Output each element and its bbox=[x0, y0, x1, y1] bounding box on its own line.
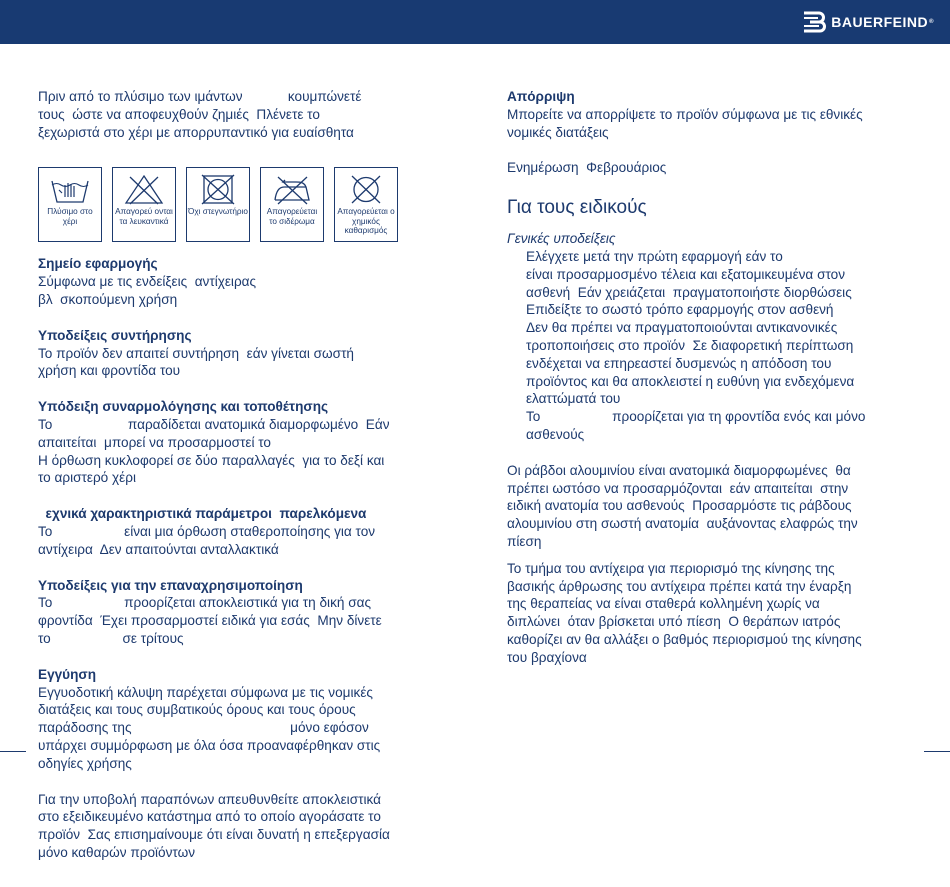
section-line: Εγγυοδοτική κάλυψη παρέχεται σύμφωνα με τις νομικές bbox=[38, 684, 373, 700]
disposal-line: Μπορείτε να απορρίψετε το προϊόν σύμφωνα με τις εθνικές bbox=[507, 106, 863, 122]
section-disposal bbox=[507, 88, 919, 141]
closing-line: μόνο καθαρών προϊόντων bbox=[38, 844, 195, 860]
general-line: Επιδείξτε το σωστό τρόπο εφαρμογής στον ασθενή bbox=[526, 302, 834, 318]
care-icons-row bbox=[38, 167, 448, 242]
care-label: Πλύσιμο στο χέρι bbox=[47, 207, 93, 226]
closing-line: στο εξειδικευμένο κατάστημα από το οποίο αγοράσατε το bbox=[38, 809, 381, 825]
intro-line: τους ώστε να αποφευχθούν ζημιές Πλένετε το bbox=[38, 106, 320, 122]
section-heading: Υπόδειξη συναρμολόγησης και τοποθέτησης bbox=[38, 399, 329, 415]
general-notes bbox=[507, 230, 919, 444]
intro-paragraph bbox=[38, 88, 448, 141]
section-assembly bbox=[38, 398, 448, 487]
general-line: τροποποιήσεις στο προϊόν Σε διαφορετική περίπτωση bbox=[526, 337, 854, 353]
brand-name: BAUERFEIND bbox=[831, 14, 929, 30]
para-line: αλουμινίου στη σωστή ανατομία αυξάνοντας ελαφρώς την bbox=[507, 516, 858, 532]
no-dry-clean-icon bbox=[344, 173, 388, 205]
no-bleach-icon bbox=[122, 173, 166, 205]
general-line: είναι προσαρμοσμένο τέλεια και εξατομικευμένα στον bbox=[526, 266, 845, 282]
section-line: απαιτείται μπορεί να προσαρμοστεί το bbox=[38, 434, 271, 450]
section-line: βλ σκοπούμενη χρήση bbox=[38, 291, 178, 307]
disposal-line: νομικές διατάξεις bbox=[507, 124, 609, 140]
section-heading: Υποδείξεις για την επαναχρησιμοποίηση bbox=[38, 577, 303, 593]
para-line: ειδική ανατομία του ασθενούς Προσαρμόστε τις ράβδους bbox=[507, 498, 852, 514]
general-line: Το προορίζεται για τη φροντίδα ενός και μόνο bbox=[526, 409, 866, 425]
general-line: προϊόντος και θα αποκλειστεί η ευθύνη για ενδεχόμενα bbox=[526, 373, 855, 389]
para-line: πρέπει ωστόσο να προσαρμόζονται εάν απαιτείται στην bbox=[507, 480, 849, 496]
care-label: Όχι στεγνωτήριο bbox=[188, 207, 248, 217]
right-column bbox=[507, 88, 919, 667]
fold-mark-right bbox=[924, 751, 950, 752]
section-heading: εχνικά χαρακτηριστικά παράμετροι παρελκόμενα bbox=[38, 506, 367, 522]
closing-line: προϊόν Σας επισημαίνουμε ότι είναι δυνατή η επεξεργασία bbox=[38, 827, 390, 843]
general-line: ασθενούς bbox=[526, 426, 585, 442]
care-label: Απαγορεύεται ο χημικός καθαρισμός bbox=[337, 207, 395, 236]
general-line: Ελέγχετε μετά την πρώτη εφαρμογή εάν το bbox=[526, 248, 783, 264]
care-label: Απαγορεύ ονται τα λευκαντικά bbox=[115, 207, 173, 226]
section-line: Το προορίζεται αποκλειστικά για τη δική σας bbox=[38, 595, 372, 611]
general-line: ελαττώματά του bbox=[526, 391, 621, 407]
section-maintenance bbox=[38, 327, 448, 380]
section-line: οδηγίες χρήσης bbox=[38, 755, 132, 771]
section-line: χρήση και φροντίδα του bbox=[38, 363, 181, 379]
section-line: Το προϊόν δεν απαιτεί συντήρηση εάν γίνεται σωστή bbox=[38, 345, 354, 361]
section-line: αντίχειρα Δεν απαιτούνται ανταλλακτικά bbox=[38, 541, 279, 557]
left-column bbox=[38, 88, 448, 862]
hand-wash-icon bbox=[48, 173, 92, 205]
section-heading: Εγγύηση bbox=[38, 666, 97, 682]
section-technical bbox=[38, 505, 448, 558]
para-line: της θεραπείας να είναι σταθερά κολλημένη χωρίς να bbox=[507, 596, 820, 612]
para-line: του βραχίονα bbox=[507, 649, 587, 665]
general-notes-heading: Γενικές υποδείξεις bbox=[507, 231, 616, 247]
fold-mark-left bbox=[0, 751, 26, 752]
header-bar bbox=[0, 0, 950, 44]
no-tumble-dry-icon bbox=[196, 173, 240, 205]
brand-logo bbox=[802, 9, 934, 35]
section-line: παράδοσης της μόνο εφόσον bbox=[38, 720, 369, 736]
para-line: Οι ράβδοι αλουμινίου είναι ανατομικά διαμορφωμένες θα bbox=[507, 462, 851, 478]
para-line: πίεση bbox=[507, 533, 542, 549]
section-line: Η όρθωση κυκλοφορεί σε δύο παραλλαγές για το δεξί και bbox=[38, 452, 385, 468]
care-symbol-no-iron bbox=[260, 167, 324, 242]
general-line: ασθενή Εάν χρειάζεται πραγματοποιήστε διορθώσεις bbox=[526, 284, 852, 300]
intro-line: ξεχωριστά στο χέρι με απορρυπαντικό για ευαίσθητα bbox=[38, 124, 354, 140]
aluminium-rods-paragraph bbox=[507, 462, 919, 551]
updated-date: Ενημέρωση Φεβρουάριος bbox=[507, 160, 667, 176]
para-line: καθορίζει αν θα αλλάξει ο βαθμός περιορισμού της κίνησης bbox=[507, 631, 862, 647]
care-symbol-hand-wash bbox=[38, 167, 102, 242]
para-line: βασικής άρθρωσης του αντίχειρα πρέπει κατά την έναρξη bbox=[507, 578, 852, 594]
experts-heading: Για τους ειδικούς bbox=[507, 197, 647, 219]
para-line: Το τμήμα του αντίχειρα για περιορισμό της κίνησης της bbox=[507, 560, 835, 576]
registered-mark: ® bbox=[929, 19, 934, 25]
intro-line: Πριν από το πλύσιμο των ιμάντων κουμπώνετέ bbox=[38, 89, 362, 104]
section-line: Το είναι μια όρθωση σταθεροποίησης για τον bbox=[38, 523, 376, 539]
care-symbol-no-dry-clean bbox=[334, 167, 398, 242]
para-line: διπλώνει όταν βρίσκεται υπό πίεση Ο θεράπων ιατρός bbox=[507, 614, 841, 630]
section-line: Το παραδίδεται ανατομικά διαμορφωμένο Εάν bbox=[38, 416, 390, 432]
section-line: Σύμφωνα με τις ενδείξεις αντίχειρας bbox=[38, 274, 257, 290]
complaints-paragraph bbox=[38, 791, 448, 862]
care-label: Απαγορεύεται το σιδέρωμα bbox=[266, 207, 318, 226]
section-line: το σε τρίτους bbox=[38, 630, 184, 646]
bauerfeind-mark-icon bbox=[802, 11, 828, 33]
section-line: διατάξεις και τους συμβατικούς όρους και τους όρους bbox=[38, 702, 356, 718]
no-iron-icon bbox=[270, 173, 314, 205]
care-symbol-no-tumble-dry bbox=[186, 167, 250, 242]
section-line: το αριστερό χέρι bbox=[38, 470, 136, 486]
closing-line: Για την υποβολή παραπόνων απευθυνθείτε αποκλειστικά bbox=[38, 791, 381, 807]
section-reuse bbox=[38, 577, 448, 648]
general-line: ενδέχεται να επηρεαστεί δυσμενώς η απόδοση του bbox=[526, 355, 832, 371]
thumb-section-paragraph bbox=[507, 560, 919, 667]
general-notes-body bbox=[507, 248, 919, 444]
section-heading: Υποδείξεις συντήρησης bbox=[38, 327, 192, 343]
care-symbol-no-bleach bbox=[112, 167, 176, 242]
section-line: υπάρχει συμμόρφωση με όλα όσα προαναφέρθηκαν στις bbox=[38, 737, 381, 753]
section-application-site bbox=[38, 255, 448, 308]
disposal-heading: Απόρριψη bbox=[507, 89, 575, 104]
general-line: Δεν θα πρέπει να πραγματοποιούνται αντικανονικές bbox=[526, 320, 838, 336]
section-line: φροντίδα Έχει προσαρμοστεί ειδικά για εσάς Μην δίνετε bbox=[38, 613, 382, 629]
section-heading: Σημείο εφαρμογής bbox=[38, 256, 158, 272]
section-warranty bbox=[38, 666, 448, 773]
